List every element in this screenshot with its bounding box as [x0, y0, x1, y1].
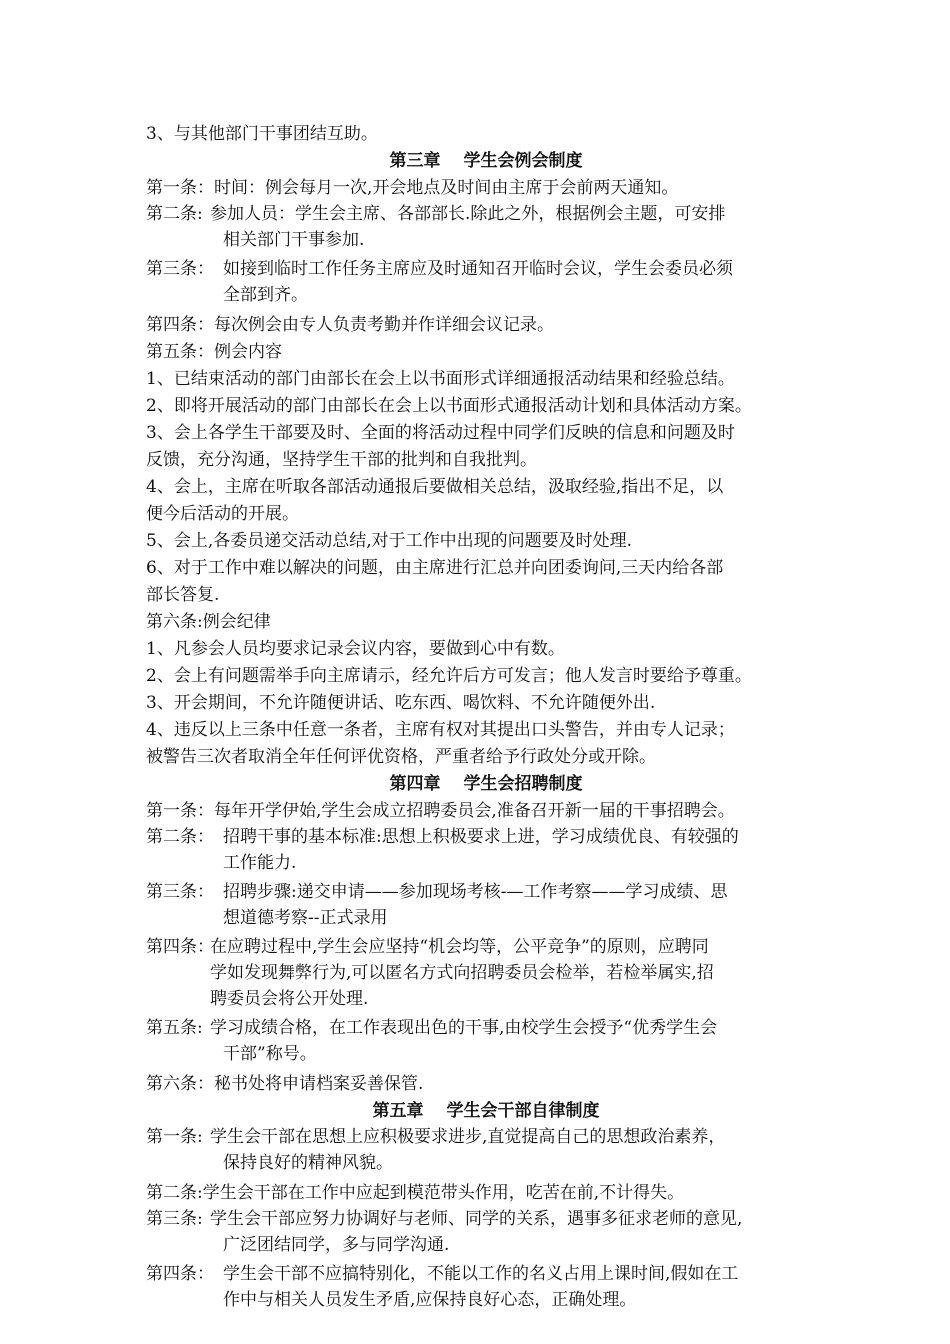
list-item: 1、已结束活动的部门由部长在会上以书面形式详细通报活动结果和经验总结。 — [146, 369, 735, 389]
article-text: 学如发现舞弊行为,可以匿名方式向招聘委员会检举，若检举属实,招 — [210, 963, 714, 983]
list-item: 4、会上，主席在听取各部活动通报后要做相关总结，汲取经验,指出不足，以 — [146, 477, 724, 497]
article-label: 第二条： — [146, 827, 214, 847]
list-item: 3、开会期间，不允许随便讲话、吃东西、喝饮料、不允许随便外出. — [146, 693, 656, 713]
article-text: 如接到临时工作任务主席应及时通知召开临时会议，学生会委员必须 — [223, 259, 733, 279]
chapter-4-title: 第四章 学生会招聘制度 — [389, 774, 583, 794]
article-1: 第一条：每年开学伊始,学生会成立招聘委员会,准备召开新一届的干事招聘会。 — [146, 801, 735, 821]
article-5 — [146, 1015, 826, 1067]
list-item-continuation: 被警告三次者取消全年任何评优资格，严重者给予行政处分或开除。 — [146, 747, 656, 767]
article-label: 第四条： — [146, 937, 214, 957]
article-2 — [146, 824, 826, 876]
chapter-3-title: 第三章 学生会例会制度 — [389, 151, 583, 171]
list-item: 2、会上有问题需举手向主席请示，经允许后方可发言；他人发言时要给予尊重。 — [146, 666, 752, 686]
list-item-continuation: 反馈，充分沟通，坚持学生干部的批判和自我批判。 — [146, 450, 537, 470]
article-text: 聘委员会将公开处理. — [210, 989, 369, 1009]
article-text: 作中与相关人员发生矛盾,应保持良好心态，正确处理。 — [223, 1290, 637, 1310]
article-label: 第二条: — [146, 204, 203, 224]
article-label: 第三条： — [146, 882, 214, 902]
article-text: 招聘步骤:递交申请——参加现场考核-—工作考察——学习成绩、思 — [223, 882, 728, 902]
article-2: 第二条:学生会干部在工作中应起到模范带头作用，吃苦在前,不计得失。 — [146, 1183, 685, 1203]
article-3 — [146, 1206, 826, 1258]
list-item: 4、违反以上三条中任意一条者，主席有权对其提出口头警告，并由专人记录； — [146, 720, 735, 740]
article-text: 学生会干部不应搞特别化，不能以工作的名义占用上课时间,假如在工 — [223, 1264, 739, 1284]
list-item: 6、对于工作中难以解决的问题，由主席进行汇总并向团委询问,三天内给各部 — [146, 558, 724, 578]
article-text: 工作能力. — [223, 853, 297, 873]
article-text: 想道德考察--正式录用 — [223, 908, 388, 928]
article-text: 招聘干事的基本标准:思想上积极要求上进，学习成绩优良、有较强的 — [223, 827, 739, 847]
article-4 — [146, 1261, 826, 1313]
article-label: 第三条： — [146, 259, 214, 279]
list-item: 5、会上,各委员递交活动总结,对于工作中出现的问题要及时处理. — [146, 531, 633, 551]
article-6: 第六条:例会纪律 — [146, 612, 271, 632]
article-label: 第一条: — [146, 1127, 203, 1147]
article-text: 全部到齐。 — [223, 285, 308, 305]
article-text: 学生会干部在思想上应积极要求进步,直觉提高自己的思想政治素养， — [210, 1127, 726, 1147]
list-item: 3、与其他部门干事团结互助。 — [146, 124, 378, 144]
article-4 — [146, 934, 826, 1012]
article-3 — [146, 879, 826, 931]
list-item: 2、即将开展活动的部门由部长在会上以书面形式通报活动计划和具体活动方案。 — [146, 396, 752, 416]
article-3 — [146, 256, 826, 308]
article-text: 保持良好的精神风貌。 — [223, 1153, 393, 1173]
article-text: 学生会干部应努力协调好与老师、同学的关系，遇事多征求老师的意见, — [210, 1209, 743, 1229]
article-4: 第四条：每次例会由专人负责考勤并作详细会议记录。 — [146, 315, 554, 335]
article-text: 学习成绩合格，在工作表现出色的干事,由校学生会授予“优秀学生会 — [210, 1018, 718, 1038]
article-1 — [146, 1124, 826, 1176]
article-label: 第四条： — [146, 1264, 214, 1284]
list-item-continuation: 便今后活动的开展。 — [146, 504, 299, 524]
article-text: 在应聘过程中,学生会应坚持“机会均等，公平竞争”的原则，应聘同 — [210, 937, 709, 957]
article-text: 干部”称号。 — [223, 1044, 317, 1064]
article-6: 第六条：秘书处将申请档案妥善保管. — [146, 1074, 424, 1094]
article-label: 第三条: — [146, 1209, 203, 1229]
article-text: 参加人员：学生会主席、各部部长.除此之外，根据例会主题，可安排 — [210, 204, 726, 224]
article-5: 第五条：例会内容 — [146, 342, 282, 362]
list-item: 3、会上各学生干部要及时、全面的将活动过程中同学们反映的信息和问题及时 — [146, 423, 735, 443]
article-2 — [146, 201, 826, 253]
article-text: 相关部门干事参加. — [223, 230, 365, 250]
chapter-5-title: 第五章 学生会干部自律制度 — [372, 1101, 600, 1121]
article-1: 第一条：时间：例会每月一次,开会地点及时间由主席于会前两天通知。 — [146, 178, 679, 198]
article-label: 第五条: — [146, 1018, 203, 1038]
list-item: 1、凡参会人员均要求记录会议内容，要做到心中有数。 — [146, 639, 565, 659]
article-text: 广泛团结同学，多与同学沟通. — [223, 1235, 450, 1255]
document-page — [146, 120, 826, 1316]
list-item-continuation: 部长答复. — [146, 585, 220, 605]
